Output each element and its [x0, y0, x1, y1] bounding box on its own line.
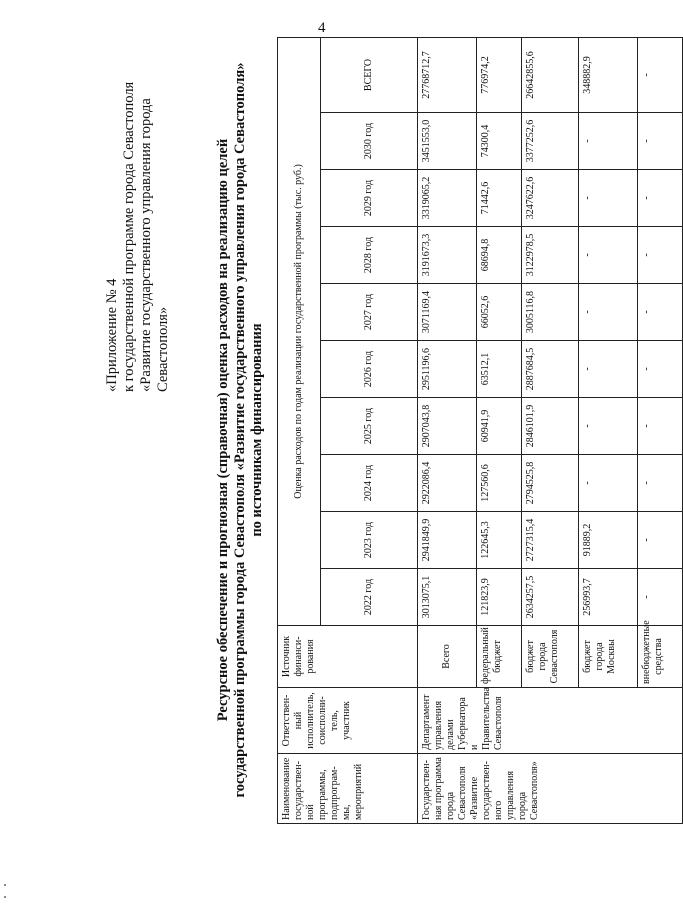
header-executor: Ответствен-ный исполнитель, соисполни-тель, участник	[278, 688, 418, 754]
value-cell: 3451553,0	[418, 113, 477, 170]
value-cell: 2951196,6	[418, 341, 477, 398]
value-cell: 3005116,8	[522, 284, 579, 341]
value-cell: 3122978,5	[522, 227, 579, 284]
source-cell: бюджет города Севастополя	[522, 626, 579, 688]
appendix-line: к государственной программе города Севастополя	[121, 81, 137, 392]
value-cell: -	[579, 455, 638, 512]
header-year: 2030 год	[321, 113, 418, 170]
header-year: 2023 год	[321, 512, 418, 569]
value-cell: -	[638, 227, 683, 284]
value-cell: 2794525,8	[522, 455, 579, 512]
header-year: 2025 год	[321, 398, 418, 455]
total-cell: 26642855,6	[522, 37, 579, 112]
header-year: 2028 год	[321, 227, 418, 284]
value-cell: -	[638, 284, 683, 341]
value-cell: 91889,2	[579, 512, 638, 569]
value-cell: 74300,4	[477, 113, 522, 170]
value-cell: -	[638, 569, 683, 626]
value-cell: -	[579, 398, 638, 455]
page-number: 4	[318, 20, 326, 36]
appendix-header	[104, 52, 172, 392]
value-cell: -	[638, 113, 683, 170]
header-total: ВСЕГО	[321, 37, 418, 112]
value-cell: 2887684,5	[522, 341, 579, 398]
header-year: 2027 год	[321, 284, 418, 341]
total-cell: -	[638, 37, 683, 112]
budget-table	[277, 37, 683, 824]
header-row	[278, 37, 321, 823]
executor-cell: Департамент управления делами Губернатора и Правительства Севастополя	[418, 688, 683, 754]
appendix-line: «Приложение № 4	[104, 278, 120, 392]
header-year: 2029 год	[321, 170, 418, 227]
scan-mark	[4, 884, 6, 886]
title-line: Ресурсное обеспечение и прогнозная (справочная) оценка расходов на реализацию целей	[215, 138, 231, 722]
appendix-line: «Развитие государственного управления города	[138, 98, 154, 392]
title-line: по источникам финансирования	[249, 323, 265, 537]
value-cell: 68694,8	[477, 227, 522, 284]
header-year: 2024 год	[321, 455, 418, 512]
header-year: 2026 год	[321, 341, 418, 398]
value-cell: -	[638, 170, 683, 227]
source-cell: внебюджетные средства	[638, 626, 683, 688]
document-title	[215, 40, 266, 820]
source-cell: федеральный бюджет	[477, 626, 522, 688]
header-year: 2022 год	[321, 569, 418, 626]
table-row	[418, 37, 477, 823]
value-cell: 127560,6	[477, 455, 522, 512]
value-cell: 2907043,8	[418, 398, 477, 455]
value-cell: 2634257,5	[522, 569, 579, 626]
value-cell: -	[579, 113, 638, 170]
header-estimate: Оценка расходов по годам реализации государственной программы (тыс. руб.)	[278, 37, 321, 625]
value-cell: -	[579, 227, 638, 284]
total-cell: 776974,2	[477, 37, 522, 112]
source-cell: бюджет города Москвы	[579, 626, 638, 688]
value-cell: 3191673,3	[418, 227, 477, 284]
value-cell: 3013075,1	[418, 569, 477, 626]
value-cell: -	[638, 341, 683, 398]
value-cell: 63512,1	[477, 341, 522, 398]
value-cell: 2922086,4	[418, 455, 477, 512]
source-cell: Всего	[418, 626, 477, 688]
value-cell: 256993,7	[579, 569, 638, 626]
value-cell: -	[579, 341, 638, 398]
total-cell: 348882,9	[579, 37, 638, 112]
value-cell: 3247622,6	[522, 170, 579, 227]
value-cell: 3071169,4	[418, 284, 477, 341]
value-cell: -	[638, 455, 683, 512]
value-cell: 60941,9	[477, 398, 522, 455]
value-cell: -	[638, 398, 683, 455]
rotated-page-content	[30, 40, 664, 860]
value-cell: -	[579, 284, 638, 341]
value-cell: -	[579, 170, 638, 227]
value-cell: 71442,6	[477, 170, 522, 227]
value-cell: 2727315,4	[522, 512, 579, 569]
program-name-cell: Государствен-ная программа города Севастополя «Развитие государствен-ного управления города Севастополя»	[418, 754, 683, 824]
value-cell: 66052,6	[477, 284, 522, 341]
value-cell: -	[638, 512, 683, 569]
value-cell: 3319065,2	[418, 170, 477, 227]
total-cell: 27768712,7	[418, 37, 477, 112]
value-cell: 2846101,9	[522, 398, 579, 455]
title-line: государственной программы города Севастополя «Развитие государственного управления города Севастополя»	[232, 62, 248, 798]
value-cell: 3377252,6	[522, 113, 579, 170]
value-cell: 2941849,9	[418, 512, 477, 569]
scan-mark	[4, 896, 6, 898]
value-cell: 121823,9	[477, 569, 522, 626]
appendix-line: Севастополя»	[155, 306, 171, 392]
header-program-name: Наименование государствен-ной программы, подпрограм-мы, мероприятий	[278, 754, 418, 824]
value-cell: 122645,3	[477, 512, 522, 569]
header-source: Источник финанси-рования	[278, 626, 418, 688]
